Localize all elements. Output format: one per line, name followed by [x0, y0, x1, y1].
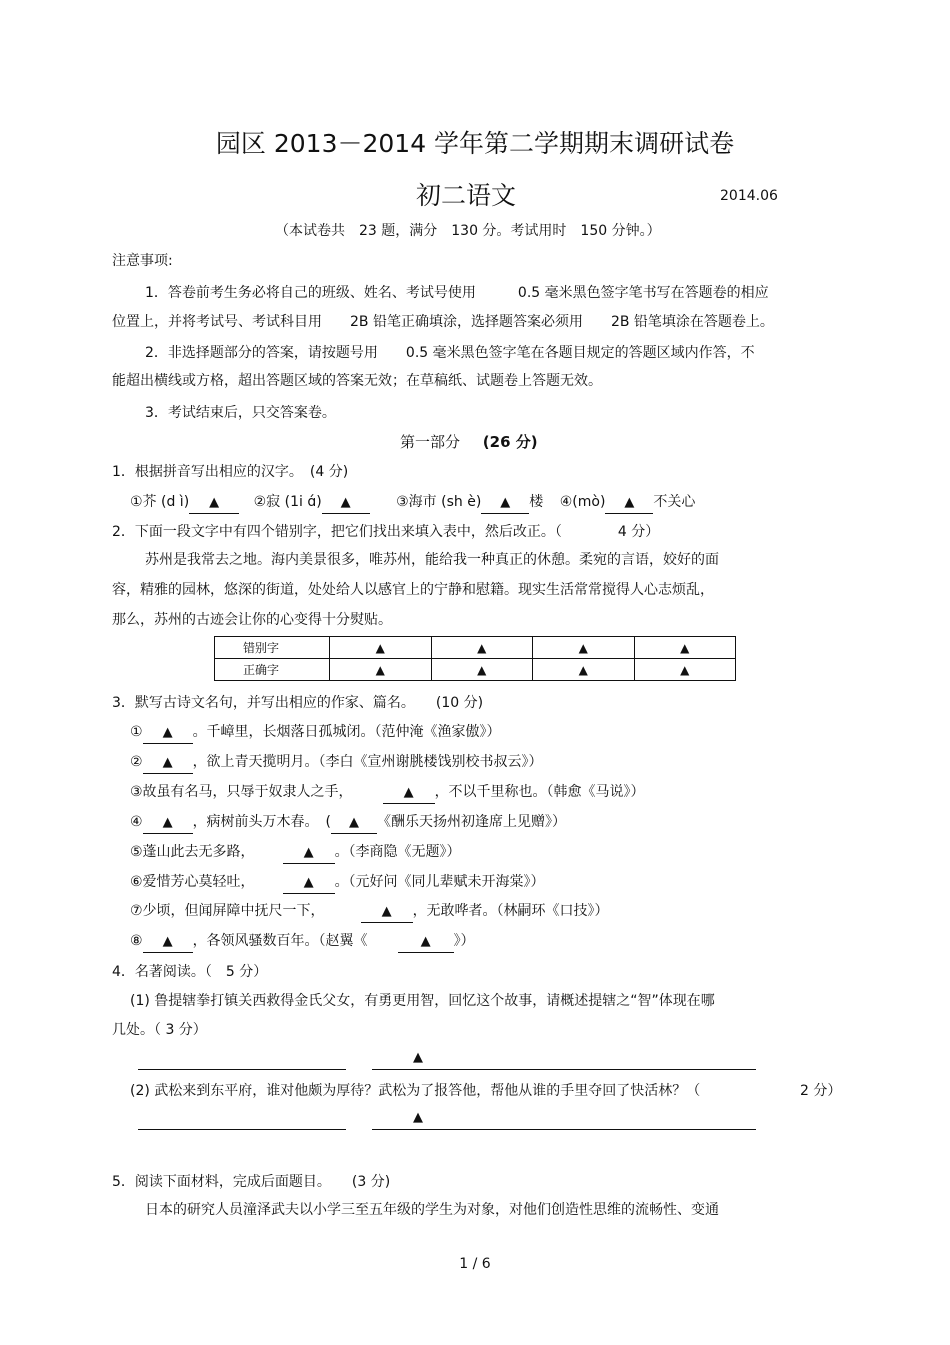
- q4-answer-line-2b[interactable]: [372, 1129, 756, 1130]
- answer-mark: ▲: [578, 662, 588, 677]
- q3-line-6-prefix: ⑥爱惜芳心莫轻吐，: [130, 874, 255, 890]
- q1-item-4: ④(mò): [559, 494, 606, 510]
- q3-blank-3[interactable]: [383, 782, 435, 804]
- q3-line-8-prefix: ⑧: [130, 933, 143, 949]
- q3-blank-2[interactable]: [143, 752, 193, 774]
- q3-line-7-text: ，无敢哗者。（林嗣环《口技》）: [412, 903, 609, 919]
- q3-line-5: [130, 842, 461, 864]
- answer-cell[interactable]: [431, 659, 533, 681]
- q1-item-4-suffix: 不关心: [653, 494, 696, 510]
- answer-mark: ▲: [303, 875, 314, 890]
- page-number: 1 / 6: [459, 1256, 491, 1272]
- q3-line-3-text: ，不以千里称也。（韩愈《马说》）: [434, 784, 645, 800]
- q3-line-2: [130, 752, 543, 774]
- answer-cell[interactable]: [634, 637, 736, 659]
- q2-passage-line-2: 容，精雅的园林，悠深的街道，处处给人以感官上的宁静和慰籍。现实生活常常搅得人心志烦乱，: [112, 582, 714, 598]
- q3-line-5-prefix: ⑤蓬山此去无多路，: [130, 844, 255, 860]
- answer-cell[interactable]: [431, 637, 533, 659]
- note-1-line-2: 位置上，并将考试号、考试科目用 2B 铅笔正确填涂，选择题答案必须用 2B 铅笔填涂在答题卷上。: [112, 314, 774, 330]
- answer-mark: ▲: [680, 640, 690, 655]
- q4-sub1-line-2: 几处。（ 3 分）: [112, 1022, 207, 1038]
- part-1-label: 第一部分: [400, 433, 461, 451]
- q4-sub1-line-1: (1) 鲁提辖拳打镇关西救得金氏父女，有勇更用智，回忆这个故事，请概述提辖之“智”体现在哪: [130, 993, 715, 1009]
- q1-item-3: ③海市 (sh è): [396, 494, 482, 510]
- answer-mark: ▲: [413, 1110, 423, 1125]
- q4-stem: 4．名著阅读。（ 5 分）: [112, 964, 268, 980]
- answer-mark: ▲: [209, 495, 220, 510]
- answer-mark: ▲: [420, 934, 431, 949]
- q3-line-8: [130, 931, 475, 953]
- answer-mark: ▲: [413, 1050, 423, 1065]
- q1-item-2: ②寂 (1i ɑ́): [253, 494, 322, 510]
- q4-sub2-score: 2 分）: [800, 1083, 842, 1099]
- answer-mark: ▲: [477, 640, 487, 655]
- q3-stem: 3．默写古诗文名句，并写出相应的作家、篇名。 (10 分): [112, 695, 484, 711]
- answer-mark: ▲: [375, 640, 385, 655]
- q1-item-3-suffix: 楼: [529, 494, 544, 510]
- q2-stem: 2．下面一段文字中有四个错别字，把它们找出来填入表中，然后改正。（ 4 分）: [112, 524, 660, 540]
- q3-line-7-prefix: ⑦少顷，但闻屏障中抚尺一下，: [130, 903, 325, 919]
- q3-line-5-text: 。（李商隐《无题》）: [334, 844, 461, 860]
- q3-line-2-prefix: ②: [130, 754, 143, 770]
- q2-answer-table: [214, 636, 736, 681]
- note-2-line-1: 2．非选择题部分的答案，请按题号用 0.5 毫米黑色签字笔在各题目规定的答题区域内作答，不: [145, 345, 755, 361]
- q1-blank-3[interactable]: [481, 492, 529, 514]
- answer-mark: ▲: [340, 495, 351, 510]
- note-1-line-1: 1．答卷前考生务必将自己的班级、姓名、考试号使用 0.5 毫米黑色签字笔书写在答题卷的相应: [145, 285, 769, 301]
- q4-answer-line-1b[interactable]: [372, 1069, 756, 1070]
- q3-line-8-text: ，各领风骚数百年。（赵翼《: [192, 933, 368, 949]
- q2-passage-line-1: 苏州是我常去之地。海内美景很多，唯苏州，能给我一种真正的休憩。柔宛的言语，姣好的面: [145, 552, 719, 568]
- answer-mark: ▲: [381, 904, 392, 919]
- table-row: [215, 637, 736, 659]
- exam-summary: （本试卷共 23 题，满分 130 分。考试用时 150 分钟。）: [275, 223, 661, 239]
- answer-mark: ▲: [403, 785, 414, 800]
- note-2-line-2: 能超出横线或方格，超出答题区域的答案无效；在草稿纸、试题卷上答题无效。: [112, 373, 602, 389]
- exam-title: 园区 2013－2014 学年第二学期期末调研试卷: [215, 129, 735, 158]
- answer-mark: ▲: [162, 725, 173, 740]
- answer-mark: ▲: [162, 755, 173, 770]
- q4-answer-line-2a[interactable]: [138, 1129, 346, 1130]
- answer-cell[interactable]: [634, 659, 736, 681]
- q3-line-4: [130, 812, 566, 834]
- q4-sub2: (2) 武松来到东平府，谁对他颇为厚待？武松为了报答他，帮他从谁的手里夺回了快活林？（: [130, 1083, 701, 1099]
- q1-blank-2[interactable]: [322, 492, 370, 514]
- q1-item-1: ①芥 (d ì): [130, 494, 190, 510]
- notes-label: 注意事项:: [112, 253, 173, 269]
- q5-passage-line-1: 日本的研究人员潼泽武夫以小学三至五年级的学生为对象，对他们创造性思维的流畅性、变通: [145, 1202, 719, 1218]
- answer-mark: ▲: [500, 495, 511, 510]
- answer-mark: ▲: [477, 662, 487, 677]
- q3-line-1-prefix: ①: [130, 724, 143, 740]
- q3-line-3: [130, 782, 645, 804]
- exam-subject: 初二语文: [416, 181, 517, 210]
- q3-line-1: [130, 722, 501, 744]
- answer-mark: ▲: [578, 640, 588, 655]
- part-1-score: (26 分): [482, 433, 538, 451]
- q3-blank-6[interactable]: [283, 872, 335, 894]
- q3-blank-4b[interactable]: [331, 812, 377, 834]
- q1-items: [130, 492, 695, 514]
- note-3: 3．考试结束后，只交答案卷。: [145, 405, 336, 421]
- answer-cell[interactable]: [533, 659, 635, 681]
- answer-mark: ▲: [624, 495, 635, 510]
- answer-cell[interactable]: [533, 637, 635, 659]
- q3-blank-8[interactable]: [143, 931, 193, 953]
- answer-mark: ▲: [680, 662, 690, 677]
- q3-blank-8b[interactable]: [398, 931, 454, 953]
- q3-line-6: [130, 872, 545, 894]
- q2-passage-line-3: 那么，苏州的古迹会让你的心变得十分熨贴。: [112, 612, 392, 628]
- q3-blank-4[interactable]: [143, 812, 193, 834]
- row-label-wrong: 错别字: [215, 637, 330, 659]
- answer-mark: ▲: [162, 815, 173, 830]
- q3-blank-1[interactable]: [143, 722, 193, 744]
- q3-blank-5[interactable]: [283, 842, 335, 864]
- exam-date: 2014.06: [720, 188, 778, 204]
- part-1-heading: [400, 431, 538, 452]
- q3-line-4-text: ，病树前头万木春。 (: [192, 814, 332, 830]
- q3-line-6-text: 。（元好问《同儿辈赋未开海棠》）: [334, 874, 545, 890]
- q3-line-1-text: 。千嶂里，长烟落日孤城闭。（范仲淹《渔家傲》）: [192, 724, 501, 740]
- q1-blank-1[interactable]: [189, 492, 239, 514]
- row-label-correct: 正确字: [215, 659, 330, 681]
- answer-mark: ▲: [375, 662, 385, 677]
- answer-mark: ▲: [162, 934, 173, 949]
- q3-line-8-end: 》）: [453, 933, 475, 949]
- q1-blank-4[interactable]: [605, 492, 653, 514]
- q1-stem: 1．根据拼音写出相应的汉字。 (4 分): [112, 464, 349, 480]
- q3-line-3-prefix: ③故虽有名马，只辱于奴隶人之手，: [130, 784, 353, 800]
- q3-line-7: [130, 901, 609, 923]
- q3-line-4-source: 《酬乐天扬州初逢席上见赠》）: [377, 814, 567, 830]
- q4-answer-line-1a[interactable]: [138, 1069, 346, 1070]
- q3-blank-7[interactable]: [361, 901, 413, 923]
- table-row: [215, 659, 736, 681]
- answer-mark: ▲: [303, 845, 314, 860]
- q5-stem: 5．阅读下面材料，完成后面题目。 (3 分): [112, 1174, 391, 1190]
- q3-line-4-prefix: ④: [130, 814, 143, 830]
- answer-mark: ▲: [349, 815, 360, 830]
- q3-line-2-text: ，欲上青天揽明月。（李白《宣州谢朓楼饯别校书叔云》）: [192, 754, 543, 770]
- answer-cell[interactable]: [330, 637, 432, 659]
- answer-cell[interactable]: [330, 659, 432, 681]
